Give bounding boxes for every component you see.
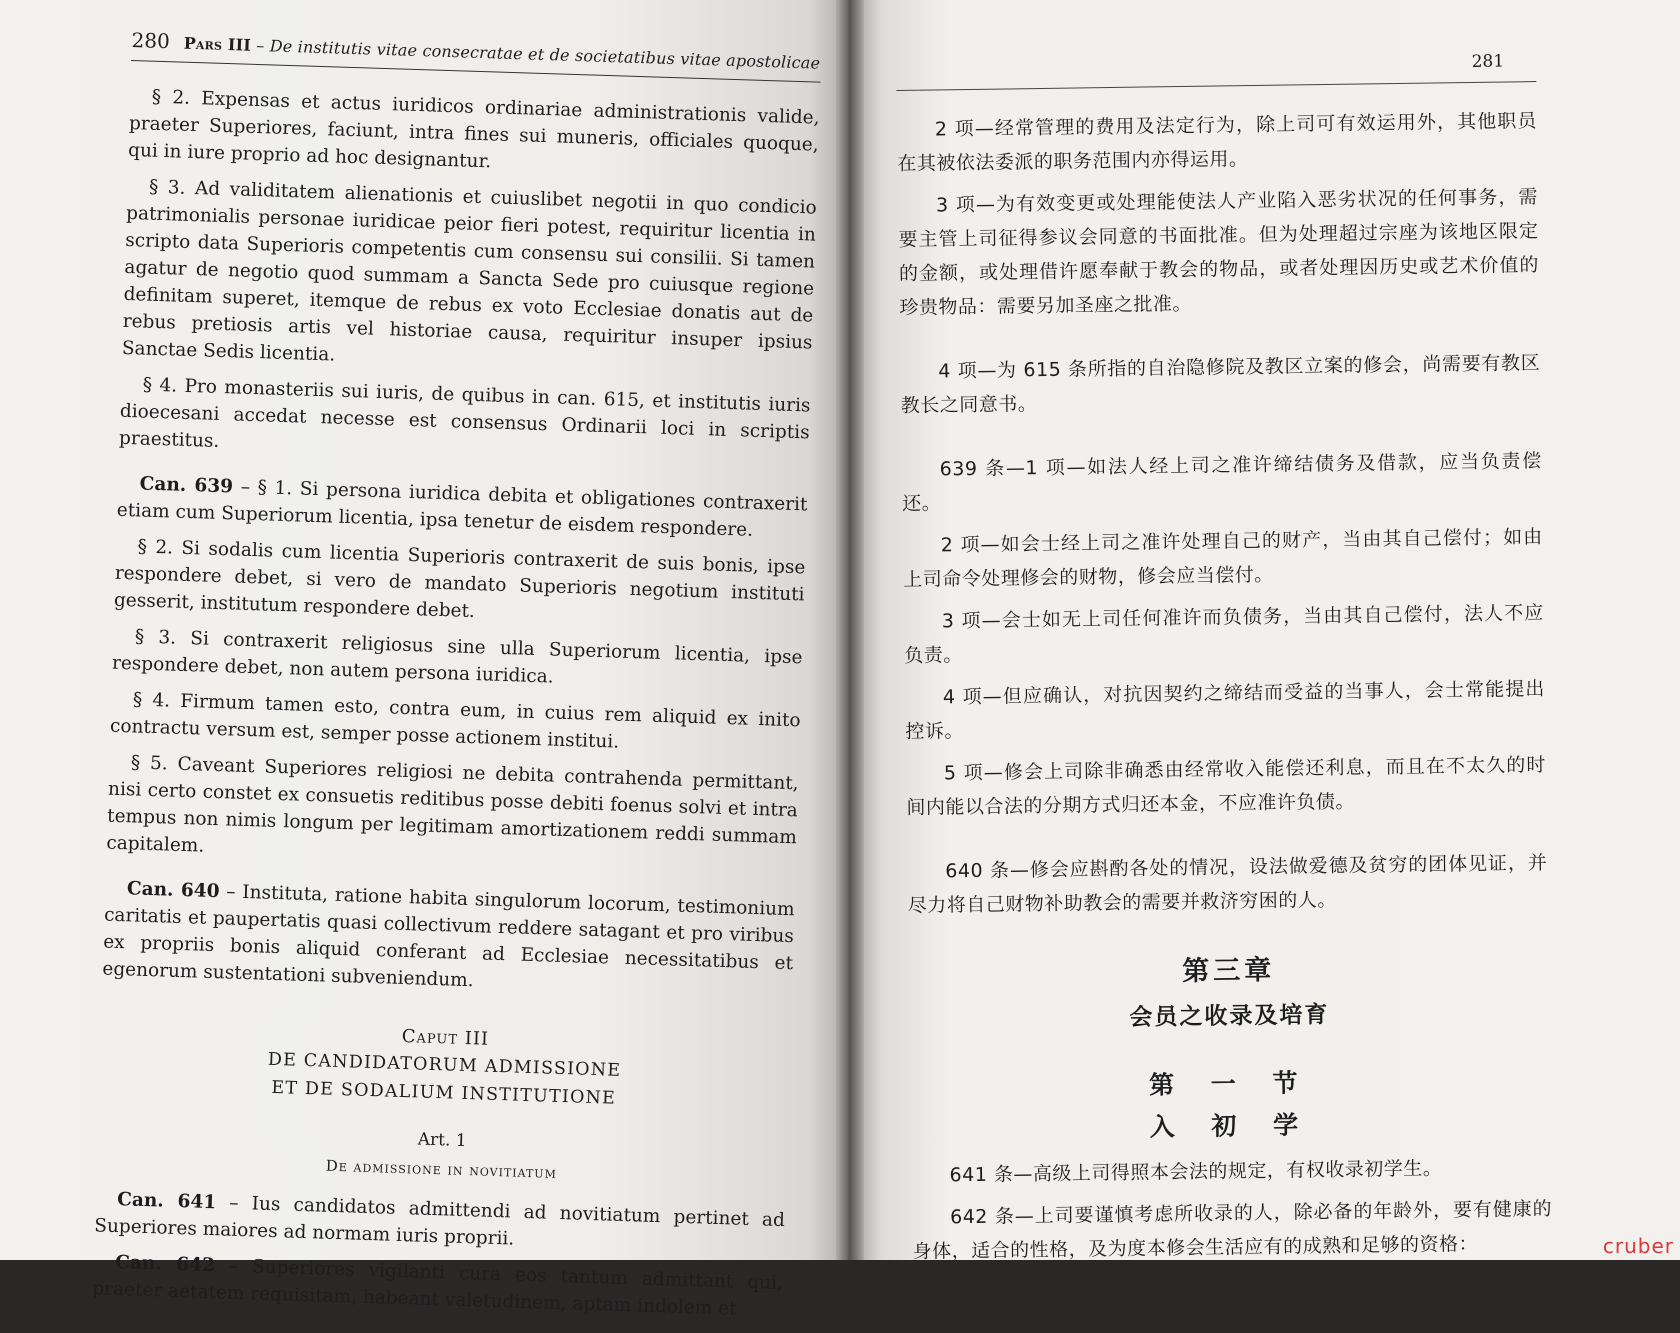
chapter-heading <box>908 944 1549 1035</box>
left-running-head <box>131 28 822 83</box>
chapter-title: 第三章 <box>1182 954 1276 988</box>
left-page-content <box>92 28 822 1333</box>
caput-title: Caput III <box>401 1025 490 1050</box>
article-subtitle: De admissione in novitiatum <box>325 1156 558 1182</box>
zh-paragraph: 3 项—会士如无上司任何准许而负债务，当由其自己偿付，法人不应负责。 <box>904 602 1544 667</box>
latin-paragraph: § 3. Si contraxerit religiosus sine ulla Superiorum licentia, ipse respondere debet, non autem persona iuridica. <box>111 626 803 688</box>
caput-subtitle-2: ET DE SODALIUM INSTITUTIONE <box>271 1077 617 1109</box>
zh-paragraph: 2 项—经常管理的费用及法定行为，除上司可有效运用外，其他职员在其被依法委派的职务范围内亦得运用。 <box>897 110 1538 175</box>
latin-text <box>92 83 820 1324</box>
zh-paragraph: 2 项—如会士经上司之准许处理自己的财产，当由其自己偿付；如由上司命令处理修会的财物，修会应当偿付。 <box>903 526 1543 591</box>
chapter-subtitle: 会员之收录及培育 <box>1129 1002 1330 1031</box>
canon-640: Can. 640 – Instituta, ratione habita singulorum locorum, testimonium caritatis et paupertatis quasi collectivum reddere satagant et pro viribus ex propriis bonis aliquid conferant ad Ecclesiae necessitatibus et egenorum sustentationi subveniendum. <box>102 878 795 992</box>
running-head-pars: Pars III <box>183 33 252 55</box>
caput-subtitle-1: DE CANDIDATORUM ADMISSIONE <box>267 1049 622 1081</box>
latin-paragraph: § 5. Caveant Superiores religiosi ne debita contrahenda permittant, nisi certo constet ex consuetis reditibus posse debiti foenus solvi et intra tempus non nimis longum per legitimam amortizationem reddi summam capitalem. <box>106 752 799 857</box>
latin-paragraph: § 2. Si sodalis cum licentia Superioris contraxerit de suis bonis, ipse respondere debet, si vero de mandato Superioris negotium instituti gesserit, institutum respondere debet. <box>113 536 806 623</box>
right-page-number: 281 <box>1471 51 1505 72</box>
right-page <box>848 0 1680 1263</box>
zh-paragraph: 4 项—为 615 条所指的自治隐修院及教区立案的修会，尚需要有教区教长之同意书。 <box>900 352 1541 417</box>
zh-canon-639: 639 条—1 项—如法人经上司之准许缔结债务及借款，应当负责偿还。 <box>902 450 1542 515</box>
left-running-title <box>183 34 820 73</box>
canon-642: Can. 642 – Superiores vigilanti cura eos tantum admittant qui, praeter aetatem requisitam, habeant valetudinem, aptam indolem et <box>92 1252 784 1320</box>
article-heading <box>96 1119 787 1189</box>
canon-639: Can. 639 – § 1. Si persona iuridica debita et obligationes contraxerit etiam cum Superiorum licentia, ipsa tenetur de eisdem respondere. <box>116 473 808 541</box>
caput-heading <box>99 1017 791 1116</box>
zh-paragraph: 3 项—为有效变更或处理能使法人产业陷入恶劣状况的任何事务，需要主管上司征得参议会同意的书面批准。但为处理超过宗座为该地区限定的金额，或处理借许愿奉献于教会的物品，或者处理因历史或艺术价值的珍贵物品：需要另加圣座之批准。 <box>898 186 1540 319</box>
latin-paragraph: § 2. Expensas et actus iuridicos ordinariae administrationis valide, praeter Superiores, faciunt, intra fines sui muneris, officiales quoque, qui in iure proprio ad hoc designantur. <box>127 86 820 173</box>
latin-paragraph: § 3. Ad validitatem alienationis et cuiuslibet negotii in quo condicio patrimonialis personae iuridicae peior fieri potest, requiritur licentia in scripto data Superioris competentis cum consensu sui consilii. Si tamen agatur de negotio quod summam a Sancta Sede pro cuiusque regione definitam superet, itemque de rebus ex voto Ecclesiae donatis aut de rebus pretiosis artis vel historiae causa, requiritur insuper ipsius Sanctae Sedis licentia. <box>121 176 818 366</box>
chinese-text <box>897 104 1553 1269</box>
zh-canon-641: 641 条—高级上司得照本会法的规定，有权收录初学生。 <box>949 1157 1443 1187</box>
zh-paragraph: 4 项—但应确认，对抗因契约之缔结而受益的当事人，会士常能提出控诉。 <box>905 678 1545 743</box>
section-subtitle: 入 初 学 <box>1149 1110 1313 1142</box>
canon-641: Can. 641 – Ius candidatos admittendi ad novitiatum pertinet ad Superiores maiores ad normam iuris proprii. <box>94 1189 786 1250</box>
section-title: 第 一 节 <box>1148 1068 1312 1100</box>
zh-canon-640: 640 条—修会应斟酌各处的情况，设法做爱德及贫穷的团体见证，并尽力将自己财物补助教会的需要并救济穷困的人。 <box>907 851 1548 917</box>
left-page-number: 280 <box>131 28 171 54</box>
zh-canon-642: 642 条—上司要谨慎考虑所收录的人，除必备的年龄外，要有健康的身体，适合的性格，及为度本修会生活应有的成熟和足够的资格： <box>912 1197 1553 1263</box>
book-gutter <box>836 0 864 1260</box>
section-heading <box>910 1060 1551 1147</box>
zh-paragraph: 5 项—修会上司除非确悉由经常收入能偿还利息，而且在不太久的时间内能以合法的分期方式归还本金，不应准许负债。 <box>906 753 1547 819</box>
article-title: Art. 1 <box>417 1129 467 1152</box>
watermark: cruber <box>1602 1234 1674 1258</box>
running-head-title: – De institutis vitae consecratae et de societatibus vitae apostolicae <box>250 35 821 73</box>
right-running-head <box>896 51 1536 91</box>
latin-paragraph: § 4. Pro monasteriis sui iuris, de quibus in can. 615, et institutis iuris dioecesani accedat necesse est consensus Ordinarii loci in scriptis praestitus. <box>118 374 811 452</box>
right-page-content <box>896 51 1553 1277</box>
latin-paragraph: § 4. Firmum tamen esto, contra eum, in cuius rem aliquid ex inito contractu versum est, semper posse actionem institui. <box>109 689 801 753</box>
